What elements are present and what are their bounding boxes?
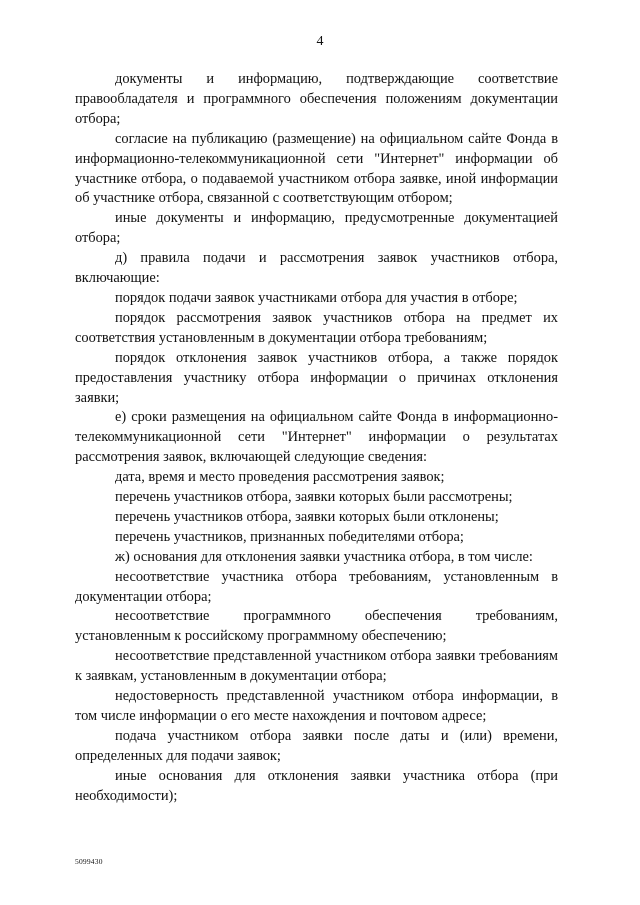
- paragraph: согласие на публикацию (размещение) на официальном сайте Фонда в информационно-телекоммуникационной сети "Интернет" информации об участнике отбора, о подаваемой участником отбора заявке, иной информации об участнике отбора, связанной с соответствующим отбором;: [75, 130, 558, 207]
- paragraph: несоответствие программного обеспечения требованиям, установленным к российскому программному обеспечению;: [75, 608, 558, 645]
- paragraph: порядок отклонения заявок участников отбора, а также порядок предоставления участнику отбора информации о причинах отклонения заявки;: [75, 349, 558, 406]
- paragraph: перечень участников, признанных победителями отбора;: [115, 528, 464, 545]
- paragraph: подача участником отбора заявки после даты и (или) времени, определенных для подачи заявок;: [75, 727, 558, 764]
- paragraph: иные основания для отклонения заявки участника отбора (при необходимости);: [75, 767, 558, 804]
- paragraph: документы и информацию, подтверждающие соответствие правообладателя и программного обеспечения положениям документации отбора;: [75, 71, 558, 127]
- paragraph: ж) основания для отклонения заявки участника отбора, в том числе:: [115, 548, 533, 565]
- paragraph: перечень участников отбора, заявки которых были отклонены;: [115, 508, 499, 525]
- paragraph: е) сроки размещения на официальном сайте Фонда в информационно-телекоммуникационной сети "Интернет" информации о результатах рассмотрения заявок, включающей следующие сведения:: [75, 409, 558, 466]
- paragraph: дата, время и место проведения рассмотрения заявок;: [115, 469, 445, 486]
- paragraph: иные документы и информацию, предусмотренные документацией отбора;: [75, 210, 558, 247]
- paragraph: перечень участников отбора, заявки которых были рассмотрены;: [115, 489, 513, 506]
- paragraph: несоответствие представленной участником отбора заявки требованиям к заявкам, установленным в документации отбора;: [75, 648, 558, 685]
- paragraph: д) правила подачи и рассмотрения заявок участников отбора, включающие:: [75, 250, 558, 287]
- document-id: 5099430: [75, 857, 103, 866]
- paragraph: порядок подачи заявок участниками отбора для участия в отборе;: [115, 289, 518, 306]
- paragraph: несоответствие участника отбора требованиям, установленным в документации отбора;: [75, 568, 558, 605]
- document-body: [75, 70, 558, 807]
- paragraph: порядок рассмотрения заявок участников отбора на предмет их соответствия установленным в документации отбора требованиям;: [75, 309, 558, 346]
- paragraph: недостоверность представленной участником отбора информации, в том числе информации о его месте нахождения и почтовом адресе;: [75, 688, 558, 724]
- page-number: 4: [316, 34, 324, 49]
